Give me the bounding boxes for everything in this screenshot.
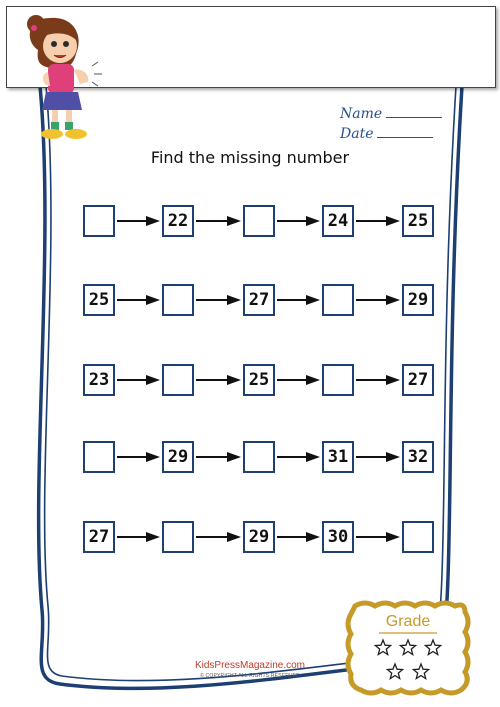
number-box: 27	[83, 521, 115, 553]
arrow-head-icon	[306, 295, 320, 305]
arrow-head-icon	[227, 295, 241, 305]
missing-number-box[interactable]	[322, 364, 354, 396]
missing-number-box[interactable]	[243, 441, 275, 473]
worksheet-title: Find the missing number	[150, 148, 350, 167]
number-box: 25	[83, 284, 115, 316]
number-box: 32	[402, 441, 434, 473]
number-box: 29	[243, 521, 275, 553]
arrow-head-icon	[386, 216, 400, 226]
arrow-head-icon	[306, 375, 320, 385]
arrow-head-icon	[306, 452, 320, 462]
grade-label: Grade	[385, 613, 431, 630]
missing-number-box[interactable]	[402, 521, 434, 553]
name-label: Name	[340, 106, 383, 122]
number-box: 24	[322, 205, 354, 237]
number-box: 29	[162, 441, 194, 473]
missing-number-box[interactable]	[162, 364, 194, 396]
arrow-head-icon	[306, 532, 320, 542]
missing-number-box[interactable]	[322, 284, 354, 316]
arrow-head-icon	[146, 216, 160, 226]
arrow-head-icon	[227, 532, 241, 542]
number-box: 30	[322, 521, 354, 553]
arrow-head-icon	[146, 295, 160, 305]
arrow-head-icon	[227, 216, 241, 226]
arrow-head-icon	[146, 452, 160, 462]
arrow-head-icon	[146, 532, 160, 542]
missing-number-box[interactable]	[83, 441, 115, 473]
arrow-head-icon	[306, 216, 320, 226]
arrow-head-icon	[227, 452, 241, 462]
arrow-head-icon	[146, 375, 160, 385]
copyright-text: © COPYRIGHT ALL RIGHTS RESERVED	[200, 673, 300, 679]
number-box: 25	[243, 364, 275, 396]
arrow-head-icon	[227, 375, 241, 385]
brand-logo-text: KidsPressMagazine.com	[194, 660, 306, 671]
arrow-head-icon	[386, 295, 400, 305]
number-box: 25	[402, 205, 434, 237]
number-box: 22	[162, 205, 194, 237]
arrow-head-icon	[386, 375, 400, 385]
missing-number-box[interactable]	[83, 205, 115, 237]
arrow-head-icon	[386, 452, 400, 462]
missing-number-box[interactable]	[243, 205, 275, 237]
missing-number-box[interactable]	[162, 284, 194, 316]
number-box: 31	[322, 441, 354, 473]
arrow-head-icon	[386, 532, 400, 542]
number-box: 23	[83, 364, 115, 396]
missing-number-box[interactable]	[162, 521, 194, 553]
number-box: 29	[402, 284, 434, 316]
number-box: 27	[243, 284, 275, 316]
date-label: Date	[340, 126, 374, 142]
number-box: 27	[402, 364, 434, 396]
